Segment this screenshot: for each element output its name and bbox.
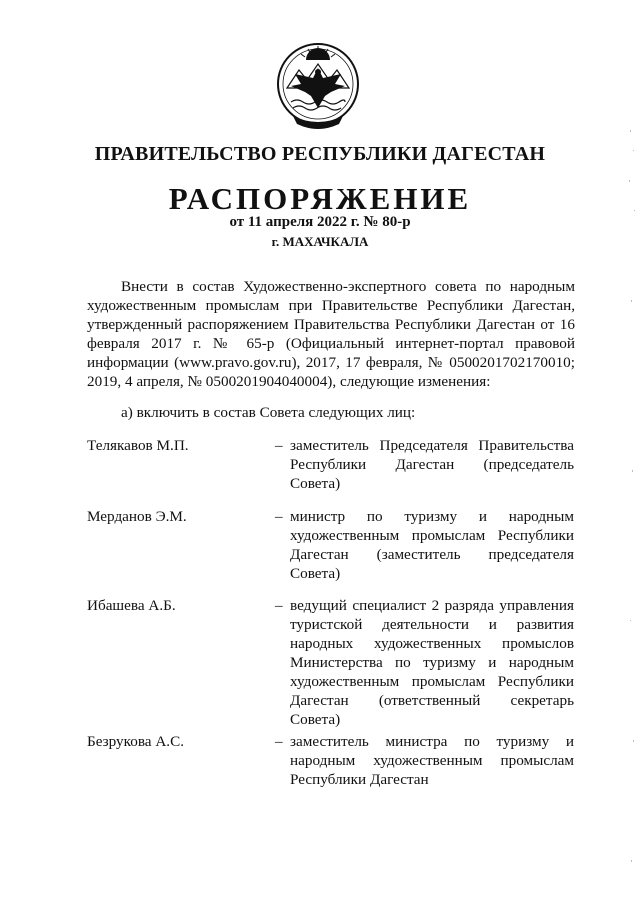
member-dash: – [275, 733, 283, 750]
member-dash: – [275, 597, 283, 614]
item-a: а) включить в состав Совета следующих лиц: [121, 404, 416, 421]
dagestan-coat-of-arms-icon [273, 38, 363, 138]
member-name: Ибашева А.Б. [87, 597, 176, 614]
member-dash: – [275, 508, 283, 525]
member-role: министр по туризму и народным художественным промыслам Республики Дагестан (заместитель председателя Совета) [290, 508, 574, 582]
member-dash: – [275, 437, 283, 454]
member-name: Мерданов Э.М. [87, 508, 187, 525]
intro-paragraph: Внести в состав Художественно-экспертного совета по народным художественным промыслам при Правительстве Республики Дагестан, утвержденный распоряжением Правительства Республики Дагестан от 16 февраля 2017 г. № 65-р (Официальный интернет-портал правовой информации (www.pravo.gov.ru), 2017, 17 февраля, № 0500201702170010; 2019, 4 апреля, № 0500201904040004), следующие изменения: [87, 278, 575, 390]
document-date-number: от 11 апреля 2022 г. № 80-р [229, 214, 411, 230]
member-role: заместитель министра по туризму и народным художественным промыслам Республики Дагестан [290, 733, 574, 788]
member-role: заместитель Председателя Правительства Республики Дагестан (председатель Совета) [290, 437, 574, 492]
member-name: Телякавов М.П. [87, 437, 189, 454]
government-title: ПРАВИТЕЛЬСТВО РЕСПУБЛИКИ ДАГЕСТАН [94, 143, 546, 165]
member-role: ведущий специалист 2 разряда управления туристской деятельности и развития народных художественных промыслов Министерства по туризму и народным художественным промыслам Республики Дагестан (ответственный секретарь Совета) [290, 597, 574, 728]
document-city: г. МАХАЧКАЛА [271, 234, 369, 249]
scan-edge-artifact [626, 0, 638, 905]
member-name: Безрукова А.С. [87, 733, 185, 750]
document-type: РАСПОРЯЖЕНИЕ [168, 181, 472, 216]
